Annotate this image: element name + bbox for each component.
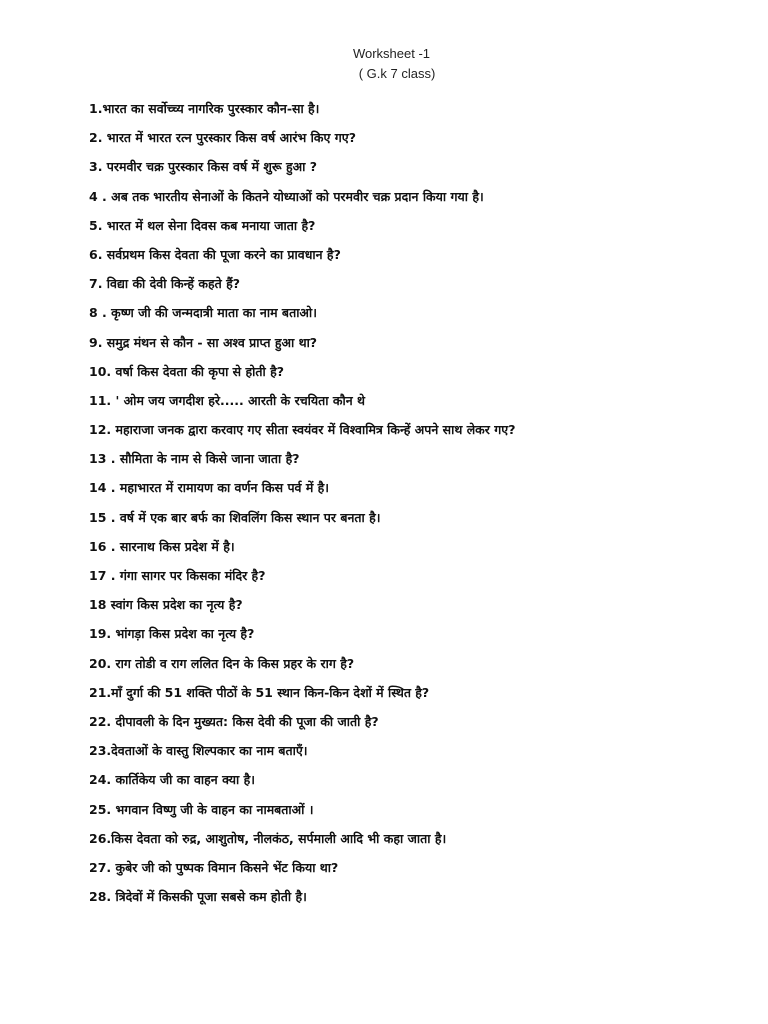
question-item: 7. विद्या की देवी किन्हें कहते हैं? <box>89 276 240 292</box>
worksheet-title: Worksheet -1 <box>352 46 431 61</box>
question-item: 2. भारत में भारत रत्न पुरस्कार किस वर्ष आरंभ किए गए? <box>89 130 356 146</box>
question-item: 6. सर्वप्रथम किस देवता की पूजा करने का प्रावधान है? <box>89 246 341 262</box>
question-item: 9. समुद्र मंथन से कौन - सा अश्व प्राप्त हुआ था? <box>89 334 318 350</box>
question-item: 13 . सौमिता के नाम से किसे जाना जाता है? <box>89 451 300 467</box>
question-item: 12. महाराजा जनक द्वारा करवाए गए सीता स्वयंवर में विश्वामित्र किन्हें अपने साथ लेकर गए? <box>89 422 516 438</box>
question-item: 11. ' ओम जय जगदीश हरे..... आरती के रचयिता कौन थे <box>89 392 365 408</box>
question-item: 10. वर्षा किस देवता की कृपा से होती है? <box>89 363 284 379</box>
question-item: 18 स्वांग किस प्रदेश का नृत्य है? <box>89 597 243 613</box>
question-item: 25. भगवान विष्णु जी के वाहन का नामबताओं । <box>89 801 314 817</box>
question-item: 27. कुबेर जी को पुष्पक विमान किसने भेंट किया था? <box>89 859 339 875</box>
question-item: 24. कार्तिकेय जी का वाहन क्या है। <box>89 772 255 788</box>
question-item: 22. दीपावली के दिन मुख्यत: किस देवी की पूजा की जाती है? <box>89 713 379 729</box>
question-item: 1.भारत का सर्वोच्च्य नागरिक पुरस्कार कौन-सा है। <box>89 101 320 116</box>
question-list <box>89 94 749 911</box>
question-item: 26.किस देवता को रुद्र, आशुतोष, नीलकंठ, सर्पमाली आदि भी कहा जाता है। <box>89 830 447 846</box>
question-item: 14 . महाभारत में रामायण का वर्णन किस पर्व में है। <box>89 480 330 496</box>
question-item: 15 . वर्ष में एक बार बर्फ का शिवलिंग किस स्थान पर बनता है। <box>89 509 381 525</box>
worksheet-subtitle: ( G.k 7 class) <box>358 66 436 81</box>
question-item: 16 . सारनाथ किस प्रदेश में है। <box>89 538 235 554</box>
question-item: 20. राग तोडी व राग ललित दिन के किस प्रहर के राग है? <box>89 655 355 671</box>
question-item: 17 . गंगा सागर पर किसका मंदिर है? <box>89 568 266 583</box>
question-item: 4 . अब तक भारतीय सेनाओं के कितने योध्याओं को परमवीर चक्र प्रदान किया गया है। <box>89 188 484 204</box>
question-item: 3. परमवीर चक्र पुरस्कार किस वर्ष में शुरू हुआ ? <box>89 159 317 175</box>
question-item: 5. भारत में थल सेना दिवस कब मनाया जाता है? <box>89 217 316 233</box>
question-item: 21.माँ दुर्गा की 51 शक्ति पीठों के 51 स्थान किन-किन देशों में स्थित है? <box>89 684 430 700</box>
question-item: 23.देवताओं के वास्तु शिल्पकार का नाम बताएँ। <box>89 743 308 759</box>
worksheet-header <box>0 44 768 84</box>
question-item: 8 . कृष्ण जी की जन्मदात्री माता का नाम बताओ। <box>89 305 317 321</box>
question-item: 19. भांगड़ा किस प्रदेश का नृत्य है? <box>89 626 255 642</box>
question-item: 28. त्रिदेवों में किसकी पूजा सबसे कम होती है। <box>89 889 307 905</box>
